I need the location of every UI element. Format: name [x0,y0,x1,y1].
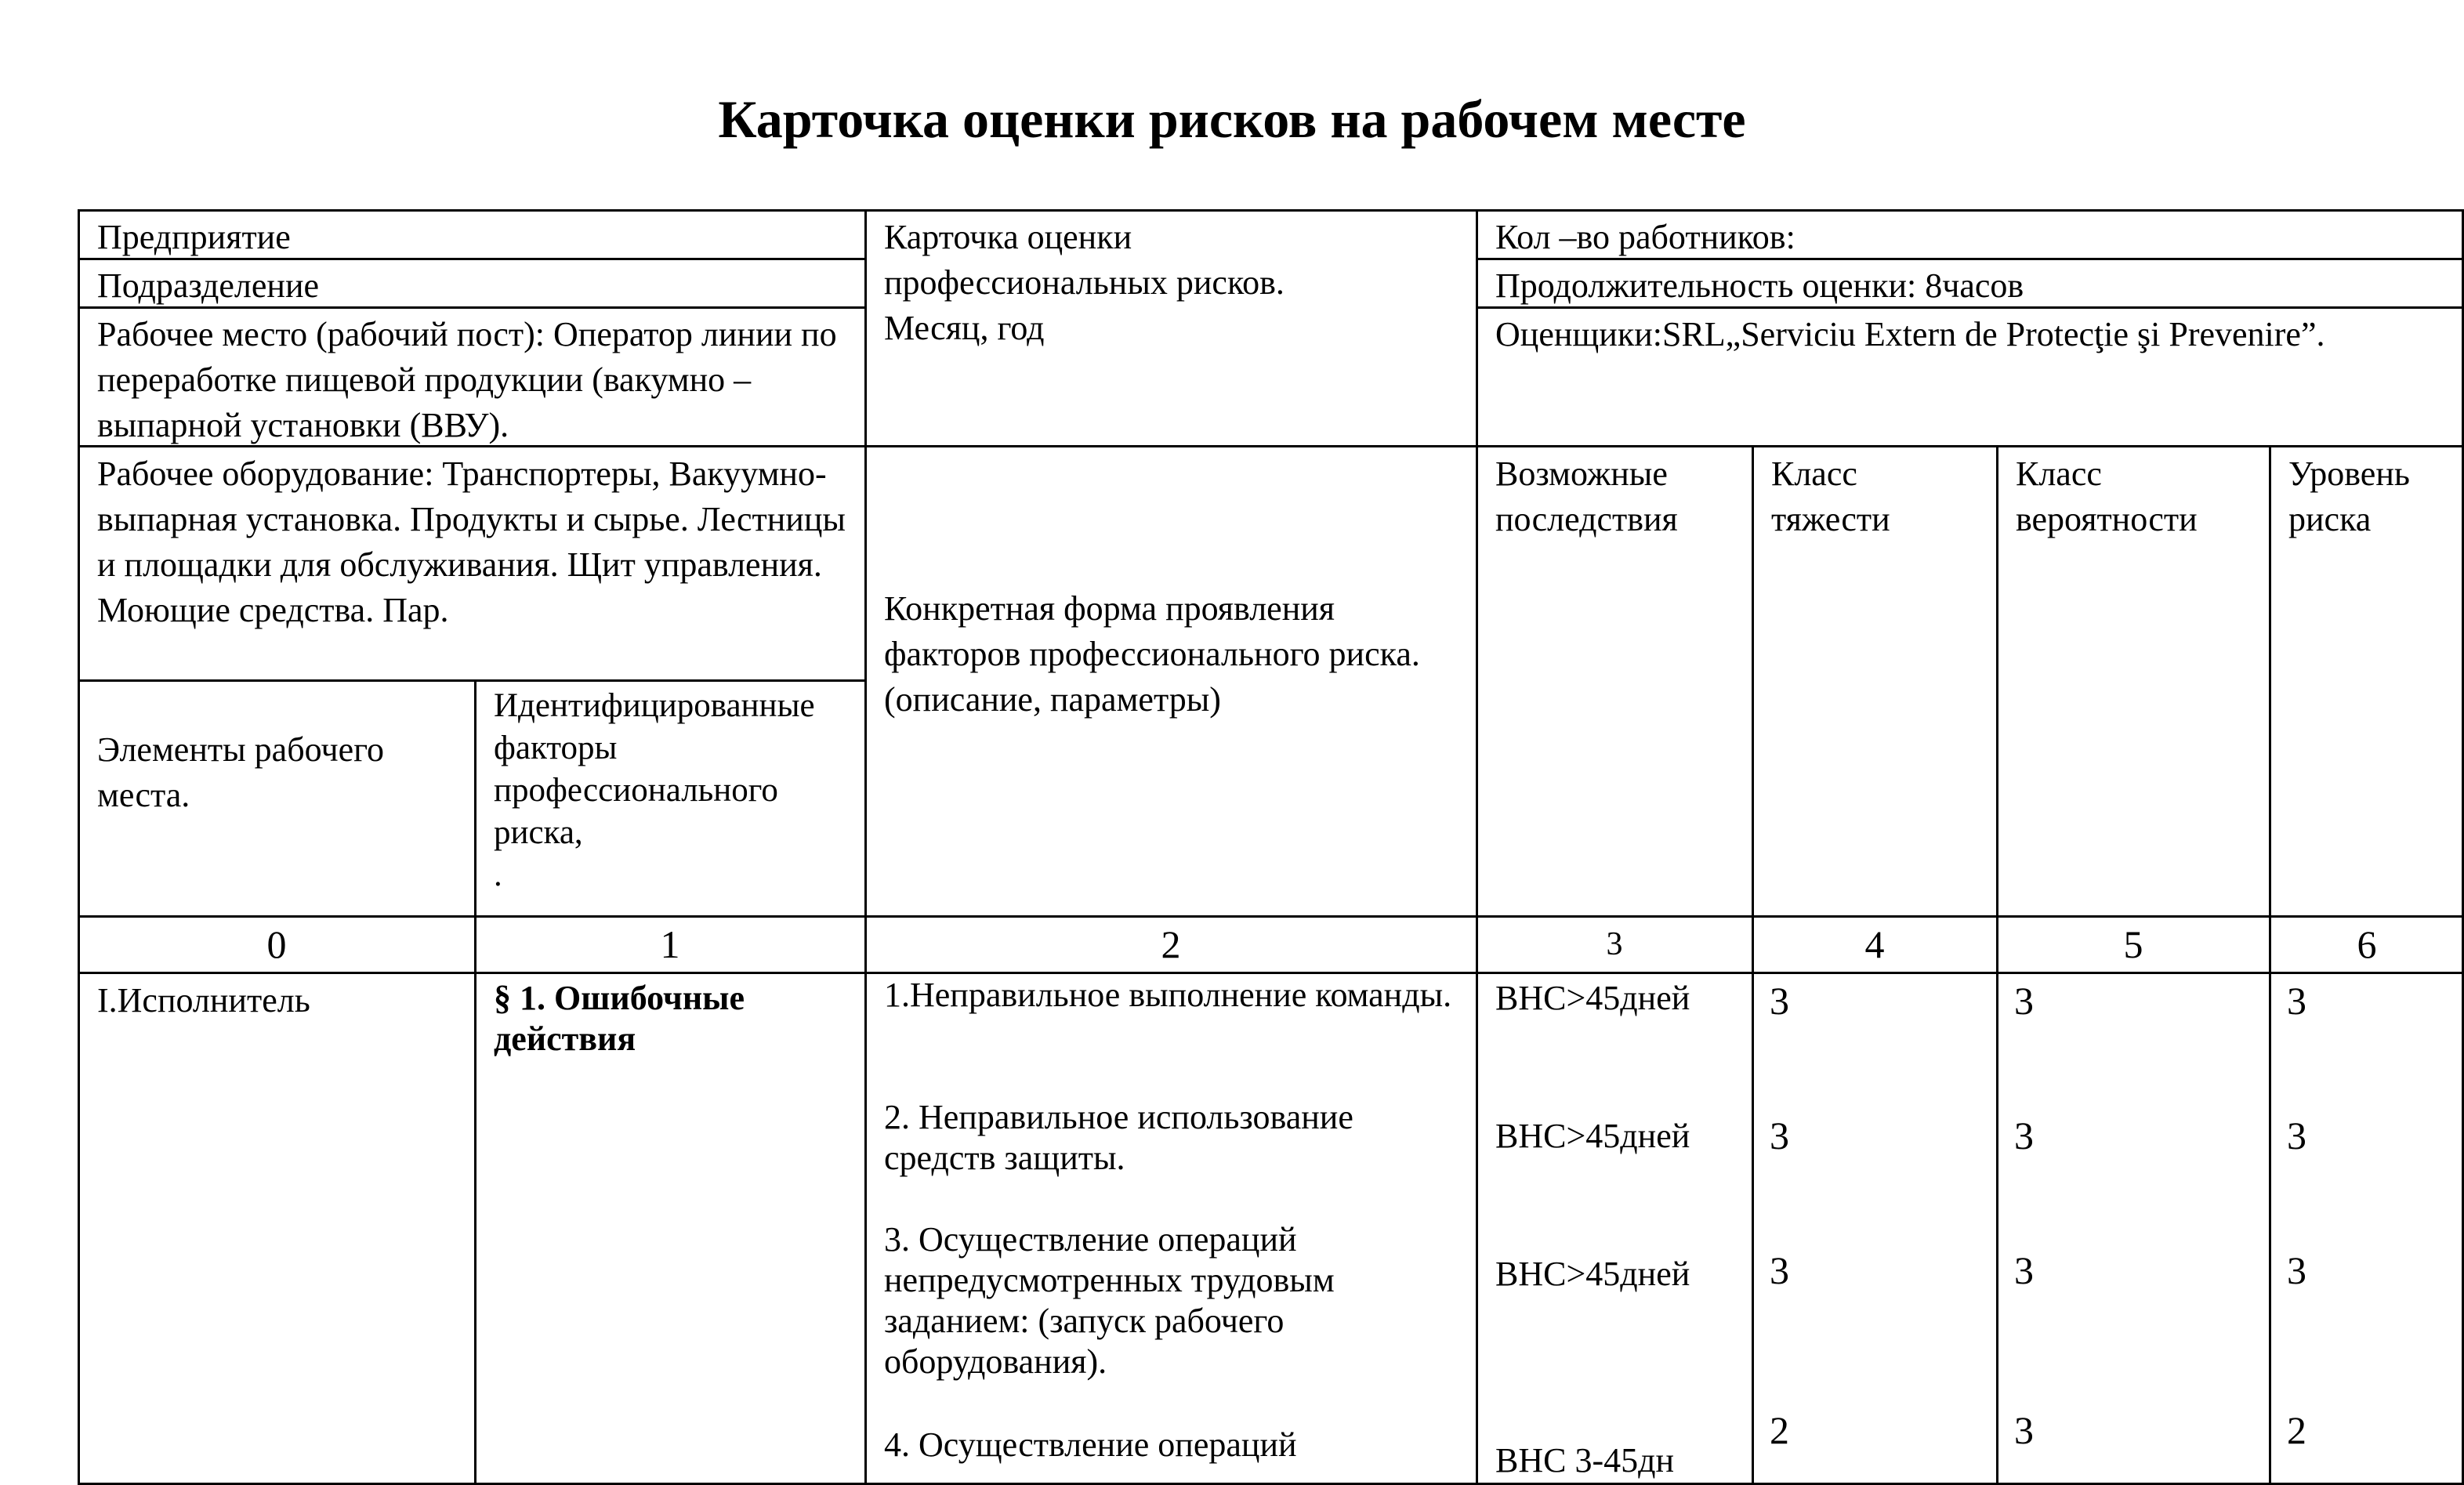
element-name: I.Исполнитель [97,981,310,1020]
enterprise-cell [78,210,865,259]
gridline [78,679,865,682]
risk-level-header-cell [2270,447,2464,917]
column-number-3: 3 [1606,926,1623,962]
row-1-severity: 3 [1770,979,1789,1023]
workplace-label: Рабочее место (рабочий пост): Оператор линии по переработке пищевой продукции (вакумно – выпарной установки (ВВУ). [97,315,837,444]
column-number-5: 5 [2123,922,2143,966]
division-cell [78,259,865,307]
table-border-left [78,209,80,1485]
table-border-top [78,209,2464,212]
gridline [474,679,476,1485]
row-1-probability: 3 [2014,979,2034,1023]
row-3-consequence: ВНС>45дней [1495,1255,1690,1293]
gridline [78,306,865,309]
gridline [1476,209,1478,1485]
element-cell [78,973,475,1485]
gridline [1477,306,2464,309]
probability-header-cell [1997,447,2270,917]
column-number-2: 2 [1161,922,1181,966]
form-header-cell [865,447,1477,917]
elements-header: Элементы рабочего места. [97,730,385,814]
workers-cell [1477,210,2464,259]
gridline [78,972,2464,974]
factors-header: Идентифицированные факторы профессионального риска, [494,687,815,851]
page-title: Карточка оценки рисков на рабочем месте [718,89,1746,149]
row-3-probability: 3 [2014,1248,2034,1292]
gridline [78,915,2464,918]
severity-header-cell [1752,447,1997,917]
consequences-header-cell [1477,447,1752,917]
row-2-probability: 3 [2014,1114,2034,1157]
gridline [1477,258,2464,260]
gridline [1752,445,1754,1485]
gridline [1996,445,1998,1485]
factors-header-dot: . [494,857,502,893]
duration-label: Продолжительность оценки: 8часов [1495,266,2024,305]
row-4-probability: 3 [2014,1408,2034,1452]
row-2-severity: 3 [1770,1114,1789,1157]
row-3-severity: 3 [1770,1248,1789,1292]
row-2-risk: 3 [2287,1114,2306,1157]
column-number-4: 4 [1864,922,1885,966]
row-3-description: 3. Осуществление операций непредусмотренных трудовым заданием: (запуск рабочего оборудования). [884,1220,1335,1381]
gridline [78,258,865,260]
row-2-consequence: ВНС>45дней [1495,1117,1690,1155]
elements-header-cell [78,680,475,917]
card-title-line1: Карточка оценки [884,218,1132,256]
card-month-year: Месяц, год [884,309,1045,347]
risk-level-header: Уровень риска [2288,455,2410,538]
enterprise-label: Предприятие [97,218,291,256]
gridline [78,445,2464,447]
form-header: Конкретная форма проявления факторов профессионального риска. (описание, параметры) [884,589,1420,719]
workplace-cell [78,307,865,447]
assessors-label: Оценщики:SRL„Serviciu Extern de Protecţie şi Prevenire”. [1495,315,2325,353]
workers-label: Кол –во работников: [1495,218,1795,256]
factor-name: § 1. Ошибочные действия [494,979,745,1058]
severity-header: Класс тяжести [1771,455,1890,538]
column-number-6: 6 [2357,922,2377,966]
factor-cell [475,973,865,1485]
duration-cell [1477,259,2464,307]
column-number-1: 1 [660,922,680,966]
equipment-label: Рабочее оборудование: Транспортеры, Вакуумно-выпарная установка. Продукты и сырье. Лестницы и площадки для обслуживания. Щит управления. Моющие средства. Пар. [97,455,846,629]
column-number-0: 0 [266,922,287,966]
division-label: Подразделение [97,266,320,305]
probability-header: Класс вероятности [2016,455,2198,538]
equipment-cell [78,447,865,680]
row-1-consequence: ВНС>45дней [1495,979,1690,1017]
gridline [864,209,867,1485]
consequences-header: Возможные последствия [1495,455,1678,538]
row-1-risk: 3 [2287,979,2306,1023]
card-title-line2: профессиональных рисков. [884,263,1285,302]
card-info-cell [865,210,1477,447]
row-2-description: 2. Неправильное использование средств защиты. [884,1098,1353,1177]
assessors-cell [1477,307,2464,447]
row-4-risk: 2 [2287,1408,2306,1452]
row-1-description: 1.Неправильное выполнение команды. [884,976,1452,1014]
row-3-risk: 3 [2287,1248,2306,1292]
row-4-consequence: ВНС 3-45дн [1495,1441,1675,1480]
row-4-description: 4. Осуществление операций [884,1425,1297,1464]
factors-header-cell [475,680,865,917]
row-4-severity: 2 [1770,1408,1789,1452]
gridline [2269,445,2271,1485]
